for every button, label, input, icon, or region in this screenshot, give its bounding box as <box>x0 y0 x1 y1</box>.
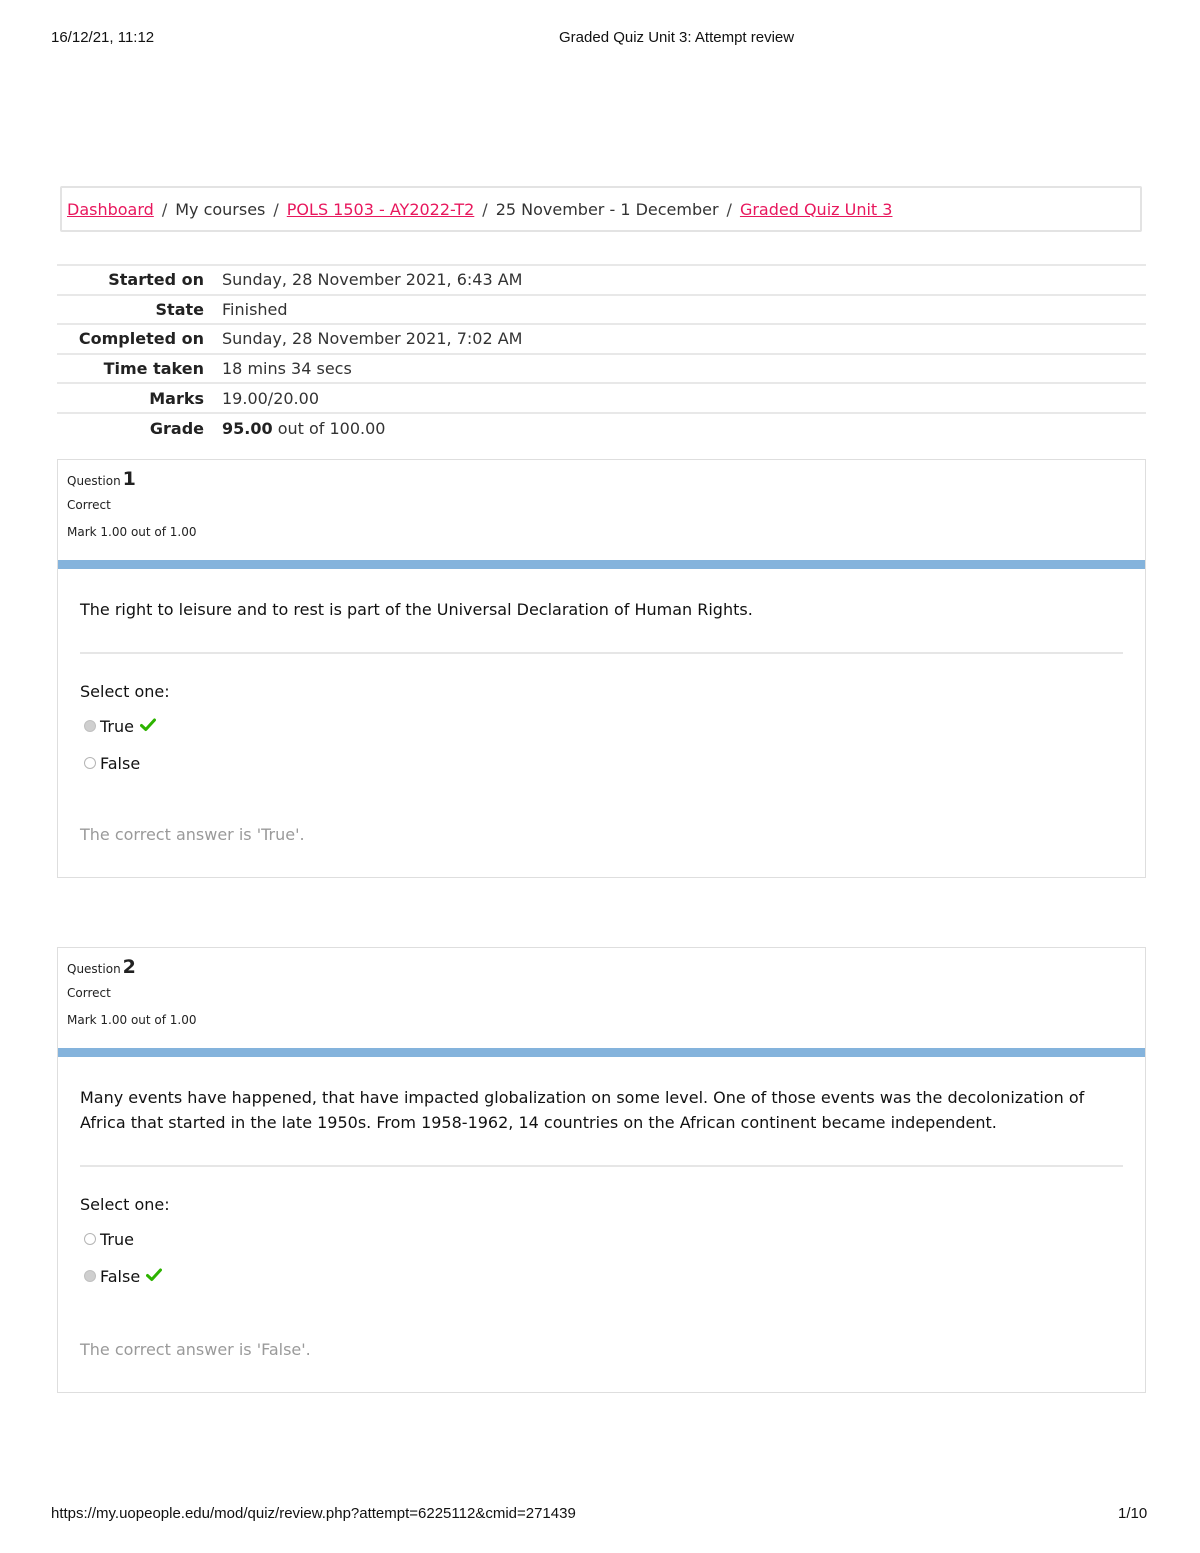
summary-label: Time taken <box>57 354 222 384</box>
answer-option-false[interactable] <box>80 1264 1123 1288</box>
question-content <box>58 560 1145 805</box>
question-num: 2 <box>122 956 136 978</box>
breadcrumb-dashboard-link[interactable]: Dashboard <box>67 199 154 219</box>
question-info <box>58 948 1145 1048</box>
question-number <box>67 468 1136 490</box>
question-mark: Mark 1.00 out of 1.00 <box>67 525 197 539</box>
grade-suffix: out of 100.00 <box>277 418 386 438</box>
summary-label: State <box>57 295 222 325</box>
question-state: Correct <box>67 498 111 512</box>
question-2 <box>57 947 1146 1393</box>
print-footer <box>0 1505 1200 1525</box>
print-date: 16/12/21, 11:12 <box>51 29 155 46</box>
option-label: True <box>100 1229 134 1249</box>
breadcrumb-separator: / <box>482 199 488 219</box>
print-header <box>0 29 1200 49</box>
summary-value: 18 mins 34 secs <box>222 354 1146 384</box>
question-feedback: The correct answer is 'True'. <box>58 805 1145 869</box>
summary-row-grade <box>57 413 1146 443</box>
option-label: False <box>100 1266 141 1286</box>
question-text: The right to leisure and to rest is part of the Universal Declaration of Human Rights. <box>80 597 1123 654</box>
breadcrumb-my-courses: My courses <box>175 199 266 219</box>
summary-value: Sunday, 28 November 2021, 6:43 AM <box>222 265 1146 295</box>
breadcrumb-separator: / <box>726 199 732 219</box>
option-label: False <box>100 753 141 773</box>
summary-value: 19.00/20.00 <box>222 383 1146 413</box>
question-num: 1 <box>122 468 136 490</box>
question-label: Question <box>67 962 121 976</box>
radio-button[interactable] <box>84 1233 96 1245</box>
checkmark-icon <box>140 717 156 736</box>
radio-button[interactable] <box>84 1270 96 1282</box>
answer-option-true[interactable] <box>80 714 1123 738</box>
question-number <box>67 956 1136 978</box>
breadcrumb-week: 25 November - 1 December <box>495 199 719 219</box>
breadcrumb-quiz-link[interactable]: Graded Quiz Unit 3 <box>739 199 893 219</box>
question-label: Question <box>67 474 121 488</box>
print-page-number: 1/10 <box>1118 1505 1148 1522</box>
question-info <box>58 460 1145 560</box>
breadcrumb <box>60 186 1142 232</box>
summary-label: Marks <box>57 383 222 413</box>
summary-value <box>222 413 1146 443</box>
breadcrumb-course-link[interactable]: POLS 1503 - AY2022-T2 <box>286 199 475 219</box>
radio-button[interactable] <box>84 720 96 732</box>
summary-row-marks <box>57 383 1146 413</box>
breadcrumb-separator: / <box>273 199 279 219</box>
summary-value: Finished <box>222 295 1146 325</box>
summary-row-time-taken <box>57 354 1146 384</box>
question-1 <box>57 459 1146 878</box>
attempt-summary-table <box>57 264 1146 443</box>
summary-row-started <box>57 265 1146 295</box>
question-content <box>58 1048 1145 1320</box>
question-state: Correct <box>67 986 111 1000</box>
summary-label: Started on <box>57 265 222 295</box>
radio-button[interactable] <box>84 757 96 769</box>
summary-label: Completed on <box>57 324 222 354</box>
print-title: Graded Quiz Unit 3: Attempt review <box>559 29 795 46</box>
summary-row-completed <box>57 324 1146 354</box>
grade-value: 95.00 <box>222 418 273 438</box>
print-url: https://my.uopeople.edu/mod/quiz/review.php?attempt=6225112&cmid=271439 <box>51 1505 576 1522</box>
select-one-label: Select one: <box>80 682 170 701</box>
question-feedback: The correct answer is 'False'. <box>58 1320 1145 1384</box>
answer-option-false[interactable] <box>80 751 1123 775</box>
summary-label: Grade <box>57 413 222 443</box>
select-one-label: Select one: <box>80 1195 170 1214</box>
summary-row-state <box>57 295 1146 325</box>
question-mark: Mark 1.00 out of 1.00 <box>67 1013 197 1027</box>
checkmark-icon <box>146 1267 162 1286</box>
option-label: True <box>100 716 134 736</box>
summary-value: Sunday, 28 November 2021, 7:02 AM <box>222 324 1146 354</box>
breadcrumb-separator: / <box>161 199 168 219</box>
question-text: Many events have happened, that have impacted globalization on some level. One of those events was the decolonization of Africa that started in the late 1950s. From 1958-1962, 14 countries on the African continent became independent. <box>80 1085 1123 1167</box>
answer-option-true[interactable] <box>80 1227 1123 1251</box>
